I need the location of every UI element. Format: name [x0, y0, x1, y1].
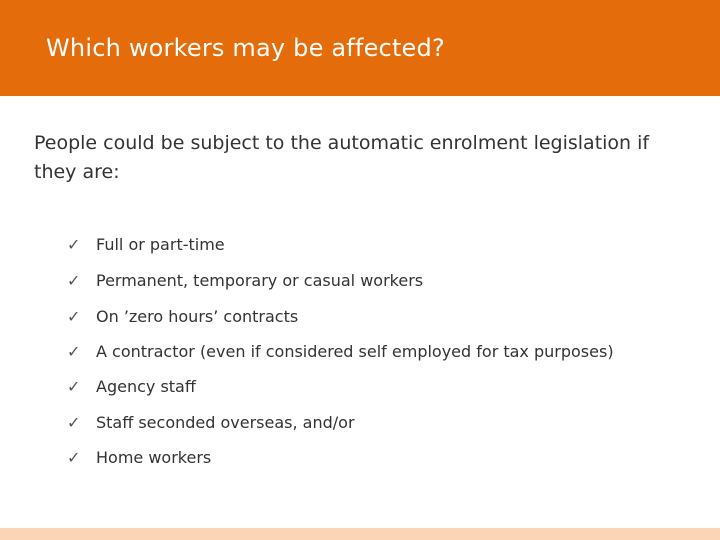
title-bar — [0, 0, 720, 96]
slide-title: Which workers may be affected? — [46, 34, 445, 62]
bullet-text: Full or part-time — [96, 235, 225, 254]
checkmark-icon: ✓ — [67, 271, 81, 290]
bullet-text: Agency staff — [96, 377, 196, 396]
checkmark-icon: ✓ — [67, 342, 81, 361]
checkmark-icon: ✓ — [67, 377, 81, 396]
bullet-text: Home workers — [96, 448, 212, 467]
footer-strip — [0, 528, 720, 540]
bullet-text: A contractor (even if considered self employed for tax purposes) — [96, 342, 614, 361]
bullet-text: Permanent, temporary or casual workers — [96, 271, 424, 290]
bullet-text: Staff seconded overseas, and/or — [96, 413, 355, 432]
checkmark-icon: ✓ — [67, 448, 81, 467]
checkmark-icon: ✓ — [67, 235, 81, 254]
checkmark-icon: ✓ — [67, 413, 81, 432]
bullet-text: On ’zero hours’ contracts — [96, 307, 299, 326]
intro-text: People could be subject to the automatic enrolment legislation if they are: — [34, 132, 650, 183]
checkmark-icon: ✓ — [67, 307, 81, 326]
